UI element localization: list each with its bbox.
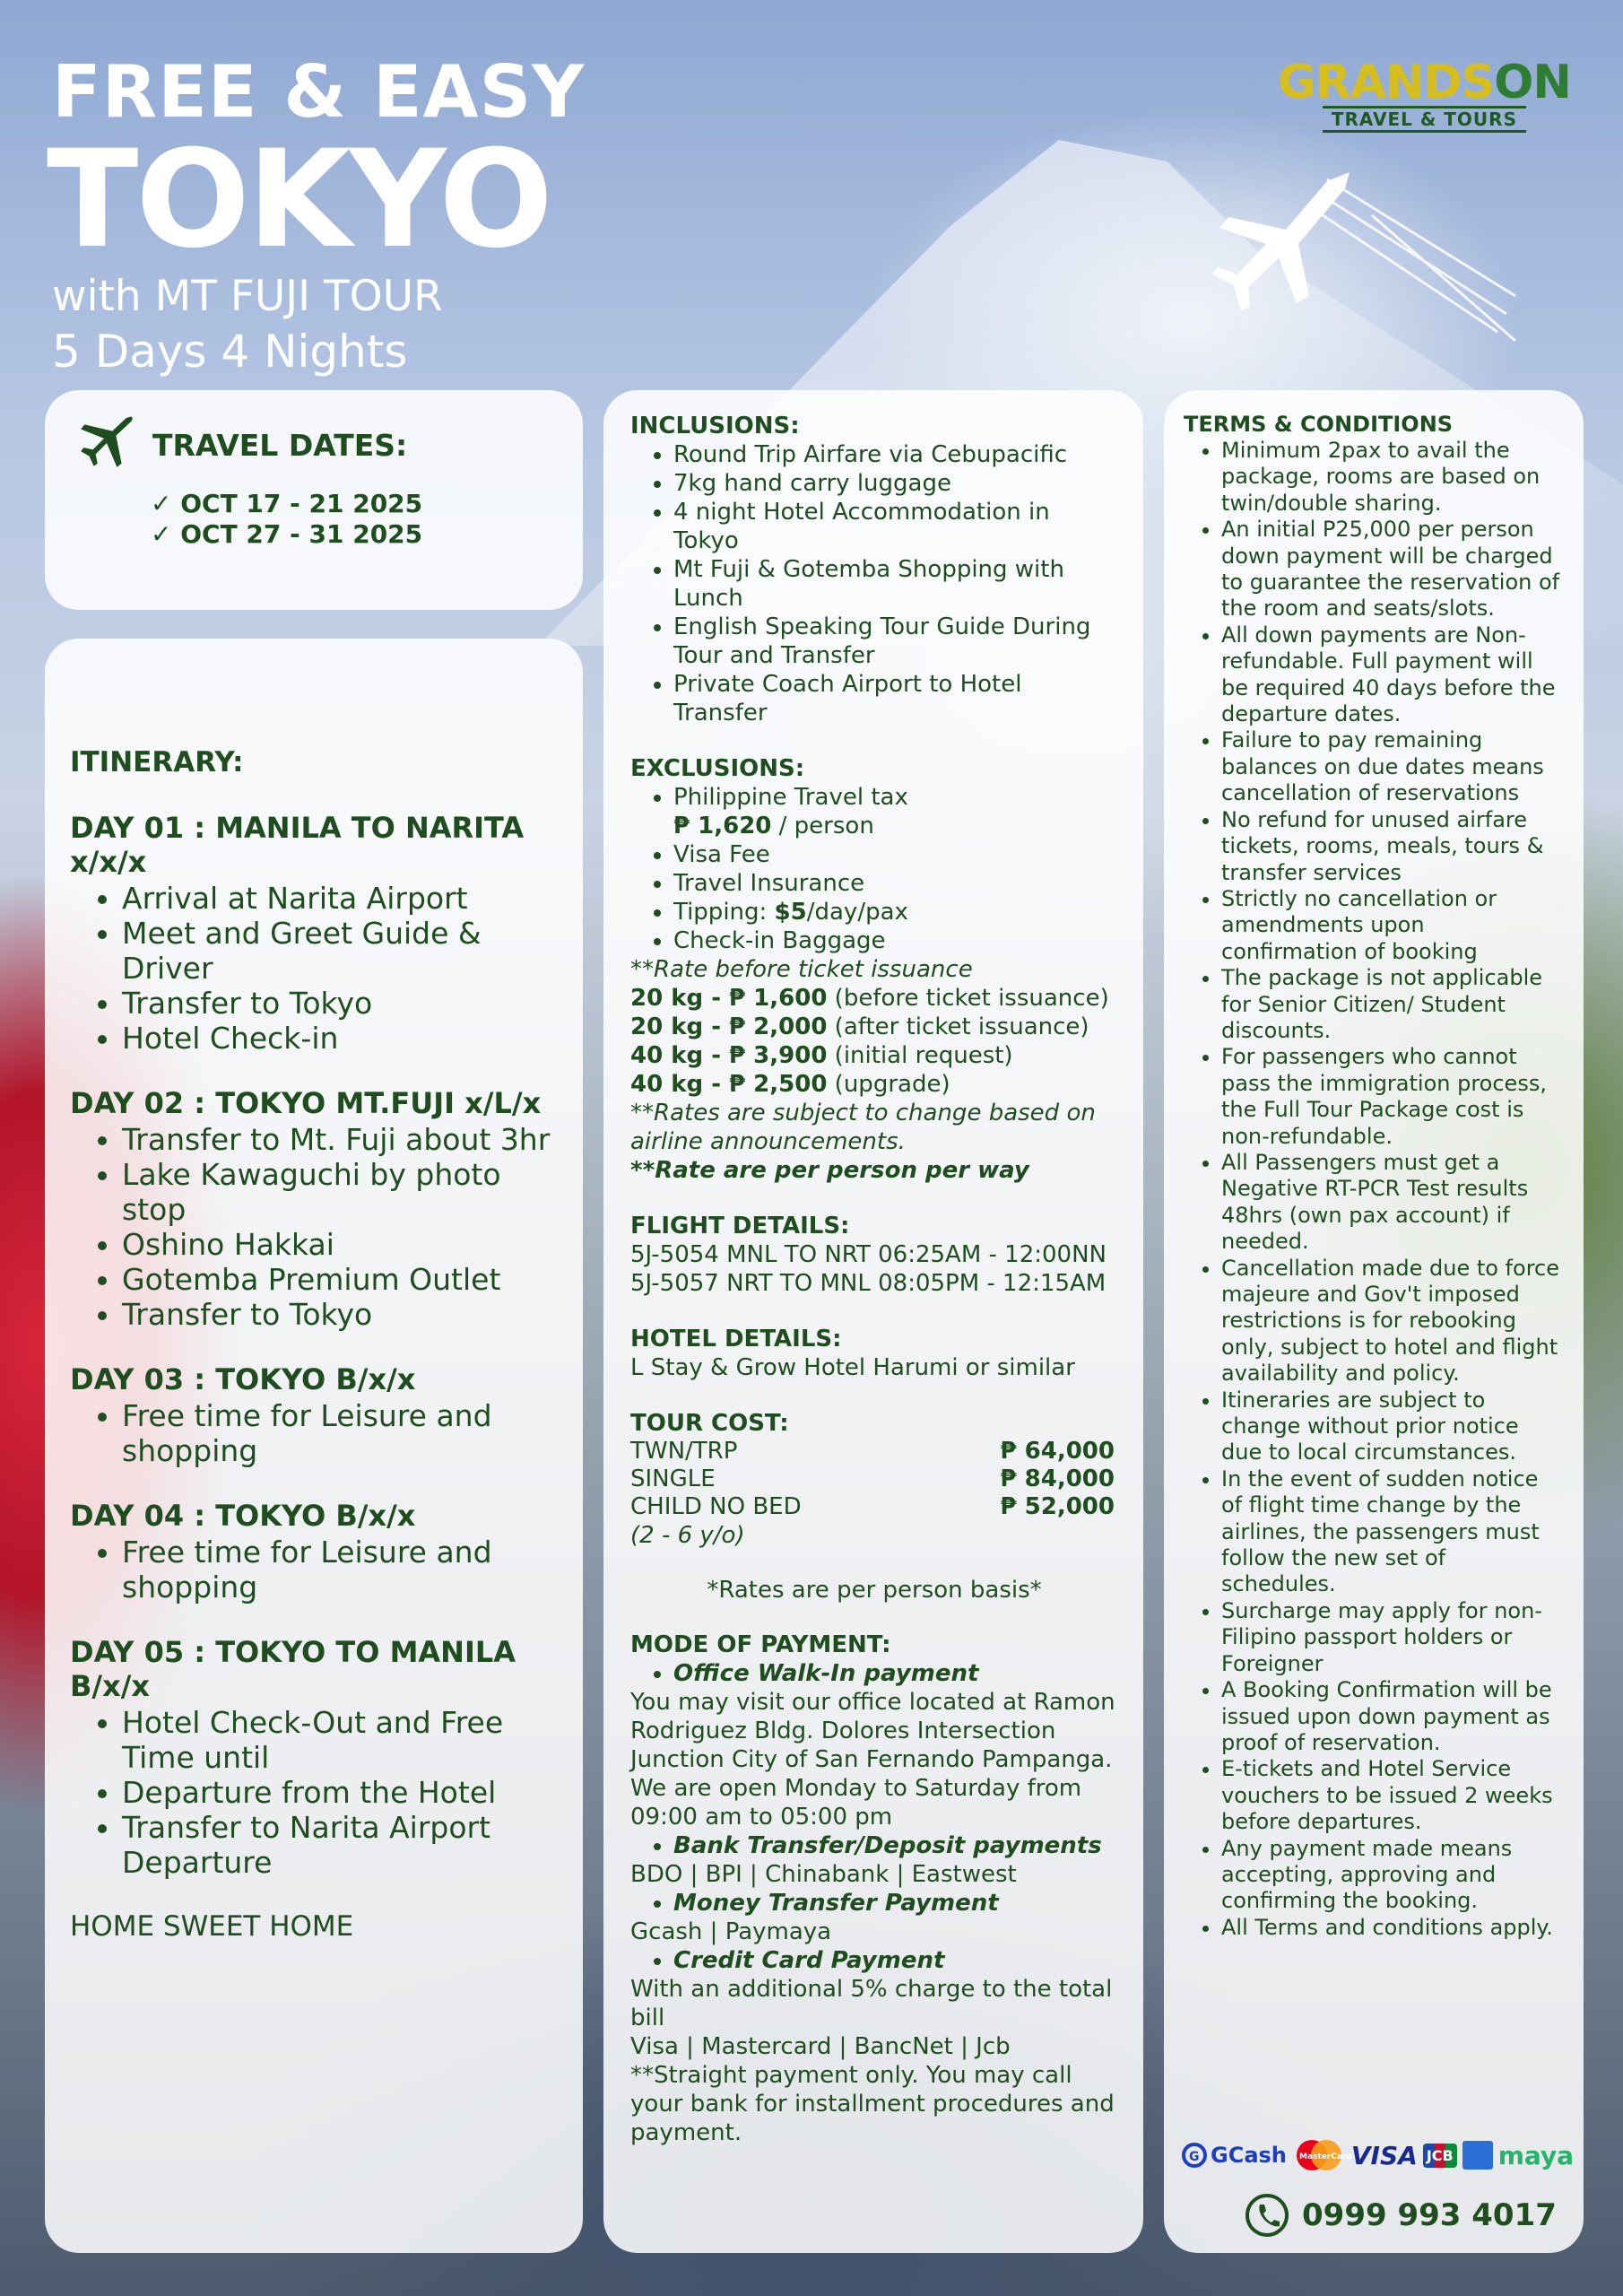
list-item: • English Speaking Tour Guide During Tour and Transfer [673, 613, 1118, 670]
phone-number: 0999 993 4017 [1302, 2197, 1557, 2233]
list-item: • Arrival at Narita Airport [122, 881, 558, 916]
list-item: • Any payment made means accepting, approving and confirming the booking. [1221, 1836, 1560, 1915]
list-item: • All down payments are Non-refundable. Full payment will be required 40 days before the departure dates. [1221, 622, 1560, 728]
amex-icon [1462, 2141, 1493, 2170]
child-age: (2 - 6 y/o) [630, 1522, 745, 1549]
list-item [673, 898, 1118, 926]
baggage-rate-kg: 40 kg - ₱ 2,500 [630, 1071, 828, 1098]
straight-payment-note: **Straight payment only. You may call your bank for installment procedures and payment. [630, 2062, 1115, 2146]
cost-label: TWN/TRP [630, 1438, 738, 1465]
itinerary-title: ITINERARY: [70, 746, 244, 778]
hero-line-tokyo: TOKYO [47, 122, 551, 278]
list-item: • Round Trip Airfare via Cebupacific [673, 440, 1118, 469]
list-item: • In the event of sudden notice of flight time change by the airlines, the passengers must follow the new set of schedules. [1221, 1466, 1560, 1598]
flight-line-1: 5J-5054 MNL TO NRT 06:25AM - 12:00NN [630, 1241, 1107, 1268]
list-item: • All Passengers must get a Negative RT-PCR Test results 48hrs (own pax account) if needed. [1221, 1150, 1560, 1256]
list-item: • Gotemba Premium Outlet [122, 1262, 558, 1297]
package-details-card [603, 390, 1143, 2253]
list-item: • Failure to pay remaining balances on due dates means cancellation of reservations [1221, 727, 1560, 806]
phone-contact[interactable] [1245, 2193, 1557, 2238]
rate-note: **Rate before ticket issuance [630, 956, 973, 983]
list-item: • Transfer to Mt. Fuji about 3hr [122, 1122, 558, 1157]
list-item: • Cancellation made due to force majeure and Gov't imposed restrictions is for rebooking only, subject to hotel and flight availability and policy. [1221, 1256, 1560, 1387]
walkin-label: • Office Walk-In payment [673, 1659, 1118, 1688]
money-label: • Money Transfer Payment [673, 1889, 1118, 1918]
list-item: • 4 night Hotel Accommodation in Tokyo [673, 498, 1118, 555]
svg-text:G: G [1189, 2150, 1200, 2164]
cc-label: • Credit Card Payment [673, 1946, 1118, 1975]
list-item [673, 783, 1118, 840]
airplane-icon [1193, 161, 1515, 395]
payment-money [630, 1889, 1118, 1918]
list-item: • 7kg hand carry luggage [673, 469, 1118, 498]
list-item: • Private Coach Airport to Hotel Transfer [673, 670, 1118, 727]
payment-cc [630, 1946, 1118, 1975]
baggage-rate-note: (after ticket issuance) [827, 1013, 1089, 1040]
flight-line-2: 5J-5057 NRT TO MNL 08:05PM - 12:15AM [630, 1270, 1107, 1297]
gcash-icon [1182, 2143, 1207, 2168]
hero-line-free-easy: FREE & EASY [52, 50, 586, 134]
travel-dates-card [45, 390, 583, 610]
day-4-title: DAY 04 : TOKYO B/x/x [70, 1499, 416, 1533]
inclusions-list [630, 440, 1118, 727]
travel-date-2-text: OCT 27 - 31 2025 [180, 519, 423, 549]
day-2-list [70, 1122, 558, 1332]
baggage-rate-kg: 40 kg - ₱ 3,900 [630, 1042, 828, 1069]
baggage-rate-note: (initial request) [827, 1042, 1013, 1069]
baggage-rate-kg: 20 kg - ₱ 1,600 [630, 985, 828, 1012]
svg-text:MasterCard: MasterCard [1298, 2152, 1352, 2161]
mastercard-icon [1292, 2139, 1352, 2171]
list-item: • Hotel Check-in [122, 1021, 558, 1056]
cost-label: SINGLE [630, 1465, 716, 1492]
travel-date-1 [151, 489, 422, 518]
exclusions-title: EXCLUSIONS: [630, 755, 805, 782]
cost-value: ₱ 64,000 [1000, 1438, 1115, 1465]
list-item: • All Terms and conditions apply. [1221, 1915, 1560, 1941]
tax-label: Philippine Travel tax [673, 784, 908, 811]
gcash-logo [1182, 2143, 1287, 2168]
list-item: • The package is not applicable for Senior Citizen/ Student discounts. [1221, 965, 1560, 1044]
list-item: • A Booking Confirmation will be issued upon down payment as proof of reservation. [1221, 1677, 1560, 1756]
list-item: • Hotel Check-Out and Free Time until [122, 1705, 558, 1775]
tipping-unit: /day/pax [806, 899, 908, 926]
list-item: • Mt Fuji & Gotemba Shopping with Lunch [673, 555, 1118, 613]
list-item: • An initial P25,000 per person down payment will be charged to guarantee the reservation of the room and seats/slots. [1221, 517, 1560, 622]
cc-text: With an additional 5% charge to the total bill [630, 1976, 1113, 2031]
travel-date-2 [151, 519, 422, 549]
payment-title: MODE OF PAYMENT: [630, 1631, 891, 1658]
maya-logo: maya [1497, 2140, 1575, 2170]
inclusions-title: INCLUSIONS: [630, 413, 800, 439]
list-item: • Check-in Baggage [673, 926, 1118, 955]
day-1-title: DAY 01 : MANILA TO NARITA x/x/x [70, 811, 525, 879]
jcb-logo: JCB [1423, 2144, 1457, 2168]
terms-title: TERMS & CONDITIONS [1184, 412, 1454, 437]
day-3-title: DAY 03 : TOKYO B/x/x [70, 1362, 416, 1396]
list-item: • Itineraries are subject to change without prior notice due to local circumstances. [1221, 1387, 1560, 1466]
list-item: • Transfer to Narita Airport Departure [122, 1810, 558, 1880]
plane-icon [75, 413, 135, 473]
baggage-rate-kg: 20 kg - ₱ 2,000 [630, 1013, 828, 1040]
hero-line-duration: 5 Days 4 Nights [52, 326, 408, 378]
payment-logos [1182, 2139, 1574, 2171]
walkin-text: You may visit our office located at Ramon Rodriguez Bldg. Dolores Intersection Junction City of San Fernando Pampanga. We are open Monday to Saturday from 09:00 am to 05:00 pm [630, 1689, 1115, 1831]
list-item: • Minimum 2pax to avail the package, rooms are based on twin/double sharing. [1221, 438, 1560, 517]
logo-text-o: O [1494, 56, 1533, 109]
list-item: • Departure from the Hotel [122, 1775, 558, 1810]
visa-logo: VISA [1350, 2140, 1418, 2170]
logo-text-b: N [1532, 56, 1571, 109]
day-3-list [70, 1398, 558, 1468]
list-item: • No refund for unused airfare tickets, rooms, meals, tours & transfer services [1221, 807, 1560, 886]
tax-unit: / person [771, 813, 874, 839]
tax-amount: ₱ 1,620 [673, 813, 772, 839]
bank-text: BDO | BPI | Chinabank | Eastwest [630, 1861, 1017, 1888]
flight-title: FLIGHT DETAILS: [630, 1213, 850, 1239]
baggage-rate-4 [630, 1070, 1118, 1099]
exclusions-list [630, 783, 1118, 955]
payment-walkin [630, 1659, 1118, 1688]
per-way-note: **Rate are per person per way [630, 1157, 1029, 1184]
day-2-title: DAY 02 : TOKYO MT.FUJI x/L/x [70, 1086, 542, 1120]
baggage-rate-1 [630, 984, 1118, 1013]
cost-value: ₱ 84,000 [1000, 1465, 1115, 1492]
hero-title [47, 50, 586, 380]
hero-line-mt-fuji: with MT FUJI TOUR [52, 272, 443, 321]
list-item: • Surcharge may apply for non-Filipino passport holders or Foreigner [1221, 1598, 1560, 1677]
baggage-rate-note: (before ticket issuance) [827, 985, 1109, 1012]
cost-row [630, 1438, 1118, 1465]
list-item: • E-tickets and Hotel Service vouchers to be issued 2 weeks before departures. [1221, 1756, 1560, 1835]
tipping-amount: $5 [774, 899, 807, 926]
baggage-rate-2 [630, 1013, 1118, 1041]
cost-row [630, 1493, 1118, 1521]
cost-label: CHILD NO BED [630, 1493, 802, 1520]
day-4-list [70, 1535, 558, 1605]
travel-dates-label: TRAVEL DATES: [152, 427, 408, 463]
money-text: Gcash | Paymaya [630, 1918, 832, 1945]
payment-bank [630, 1831, 1118, 1860]
list-item: • Transfer to Tokyo [122, 986, 558, 1021]
travel-date-1-text: OCT 17 - 21 2025 [180, 489, 423, 518]
terms-card [1164, 390, 1584, 2253]
terms-list [1184, 438, 1560, 1941]
cost-value: ₱ 52,000 [1000, 1493, 1115, 1520]
cc-cards: Visa | Mastercard | BancNet | Jcb [630, 2033, 1011, 2060]
list-item: • Lake Kawaguchi by photo stop [122, 1157, 558, 1227]
bank-label: • Bank Transfer/Deposit payments [673, 1831, 1118, 1860]
logo-text-a: GRANDS [1278, 56, 1495, 109]
list-item: • Meet and Greet Guide & Driver [122, 916, 558, 986]
tipping-label: Tipping: [673, 899, 775, 926]
grandson-logo [1278, 56, 1571, 133]
gcash-text: GCash [1211, 2143, 1287, 2168]
hotel-name: L Stay & Grow Hotel Harumi or similar [630, 1354, 1075, 1381]
list-item: • Free time for Leisure and shopping [122, 1398, 558, 1468]
tour-cost-title: TOUR COST: [630, 1410, 789, 1437]
hotel-title: HOTEL DETAILS: [630, 1326, 842, 1352]
phone-icon [1245, 2193, 1289, 2238]
list-item: • Free time for Leisure and shopping [122, 1535, 558, 1605]
checkmark-icon: ✓ [151, 489, 172, 518]
list-item: • Oshino Hakkai [122, 1227, 558, 1262]
itinerary-card [45, 639, 583, 2253]
day-5-title: DAY 05 : TOKYO TO MANILA B/x/x [70, 1635, 516, 1703]
list-item: • For passengers who cannot pass the immigration process, the Full Tour Package cost is non-refundable. [1221, 1044, 1560, 1150]
baggage-rate-3 [630, 1041, 1118, 1070]
itinerary-closing: HOME SWEET HOME [70, 1910, 354, 1943]
baggage-rate-note: (upgrade) [827, 1071, 950, 1098]
cost-row [630, 1465, 1118, 1493]
list-item: • Transfer to Tokyo [122, 1297, 558, 1332]
rates-basis-note: *Rates are per person basis* [707, 1577, 1042, 1604]
subject-note: **Rates are subject to change based on airline announcements. [630, 1100, 1096, 1155]
list-item: • Strictly no cancellation or amendments upon confirmation of booking [1221, 886, 1560, 965]
day-1-list [70, 881, 558, 1056]
list-item: • Travel Insurance [673, 869, 1118, 898]
list-item: • Visa Fee [673, 840, 1118, 869]
day-5-list [70, 1705, 558, 1880]
checkmark-icon: ✓ [151, 519, 172, 549]
logo-subtitle: TRAVEL & TOURS [1323, 106, 1526, 133]
